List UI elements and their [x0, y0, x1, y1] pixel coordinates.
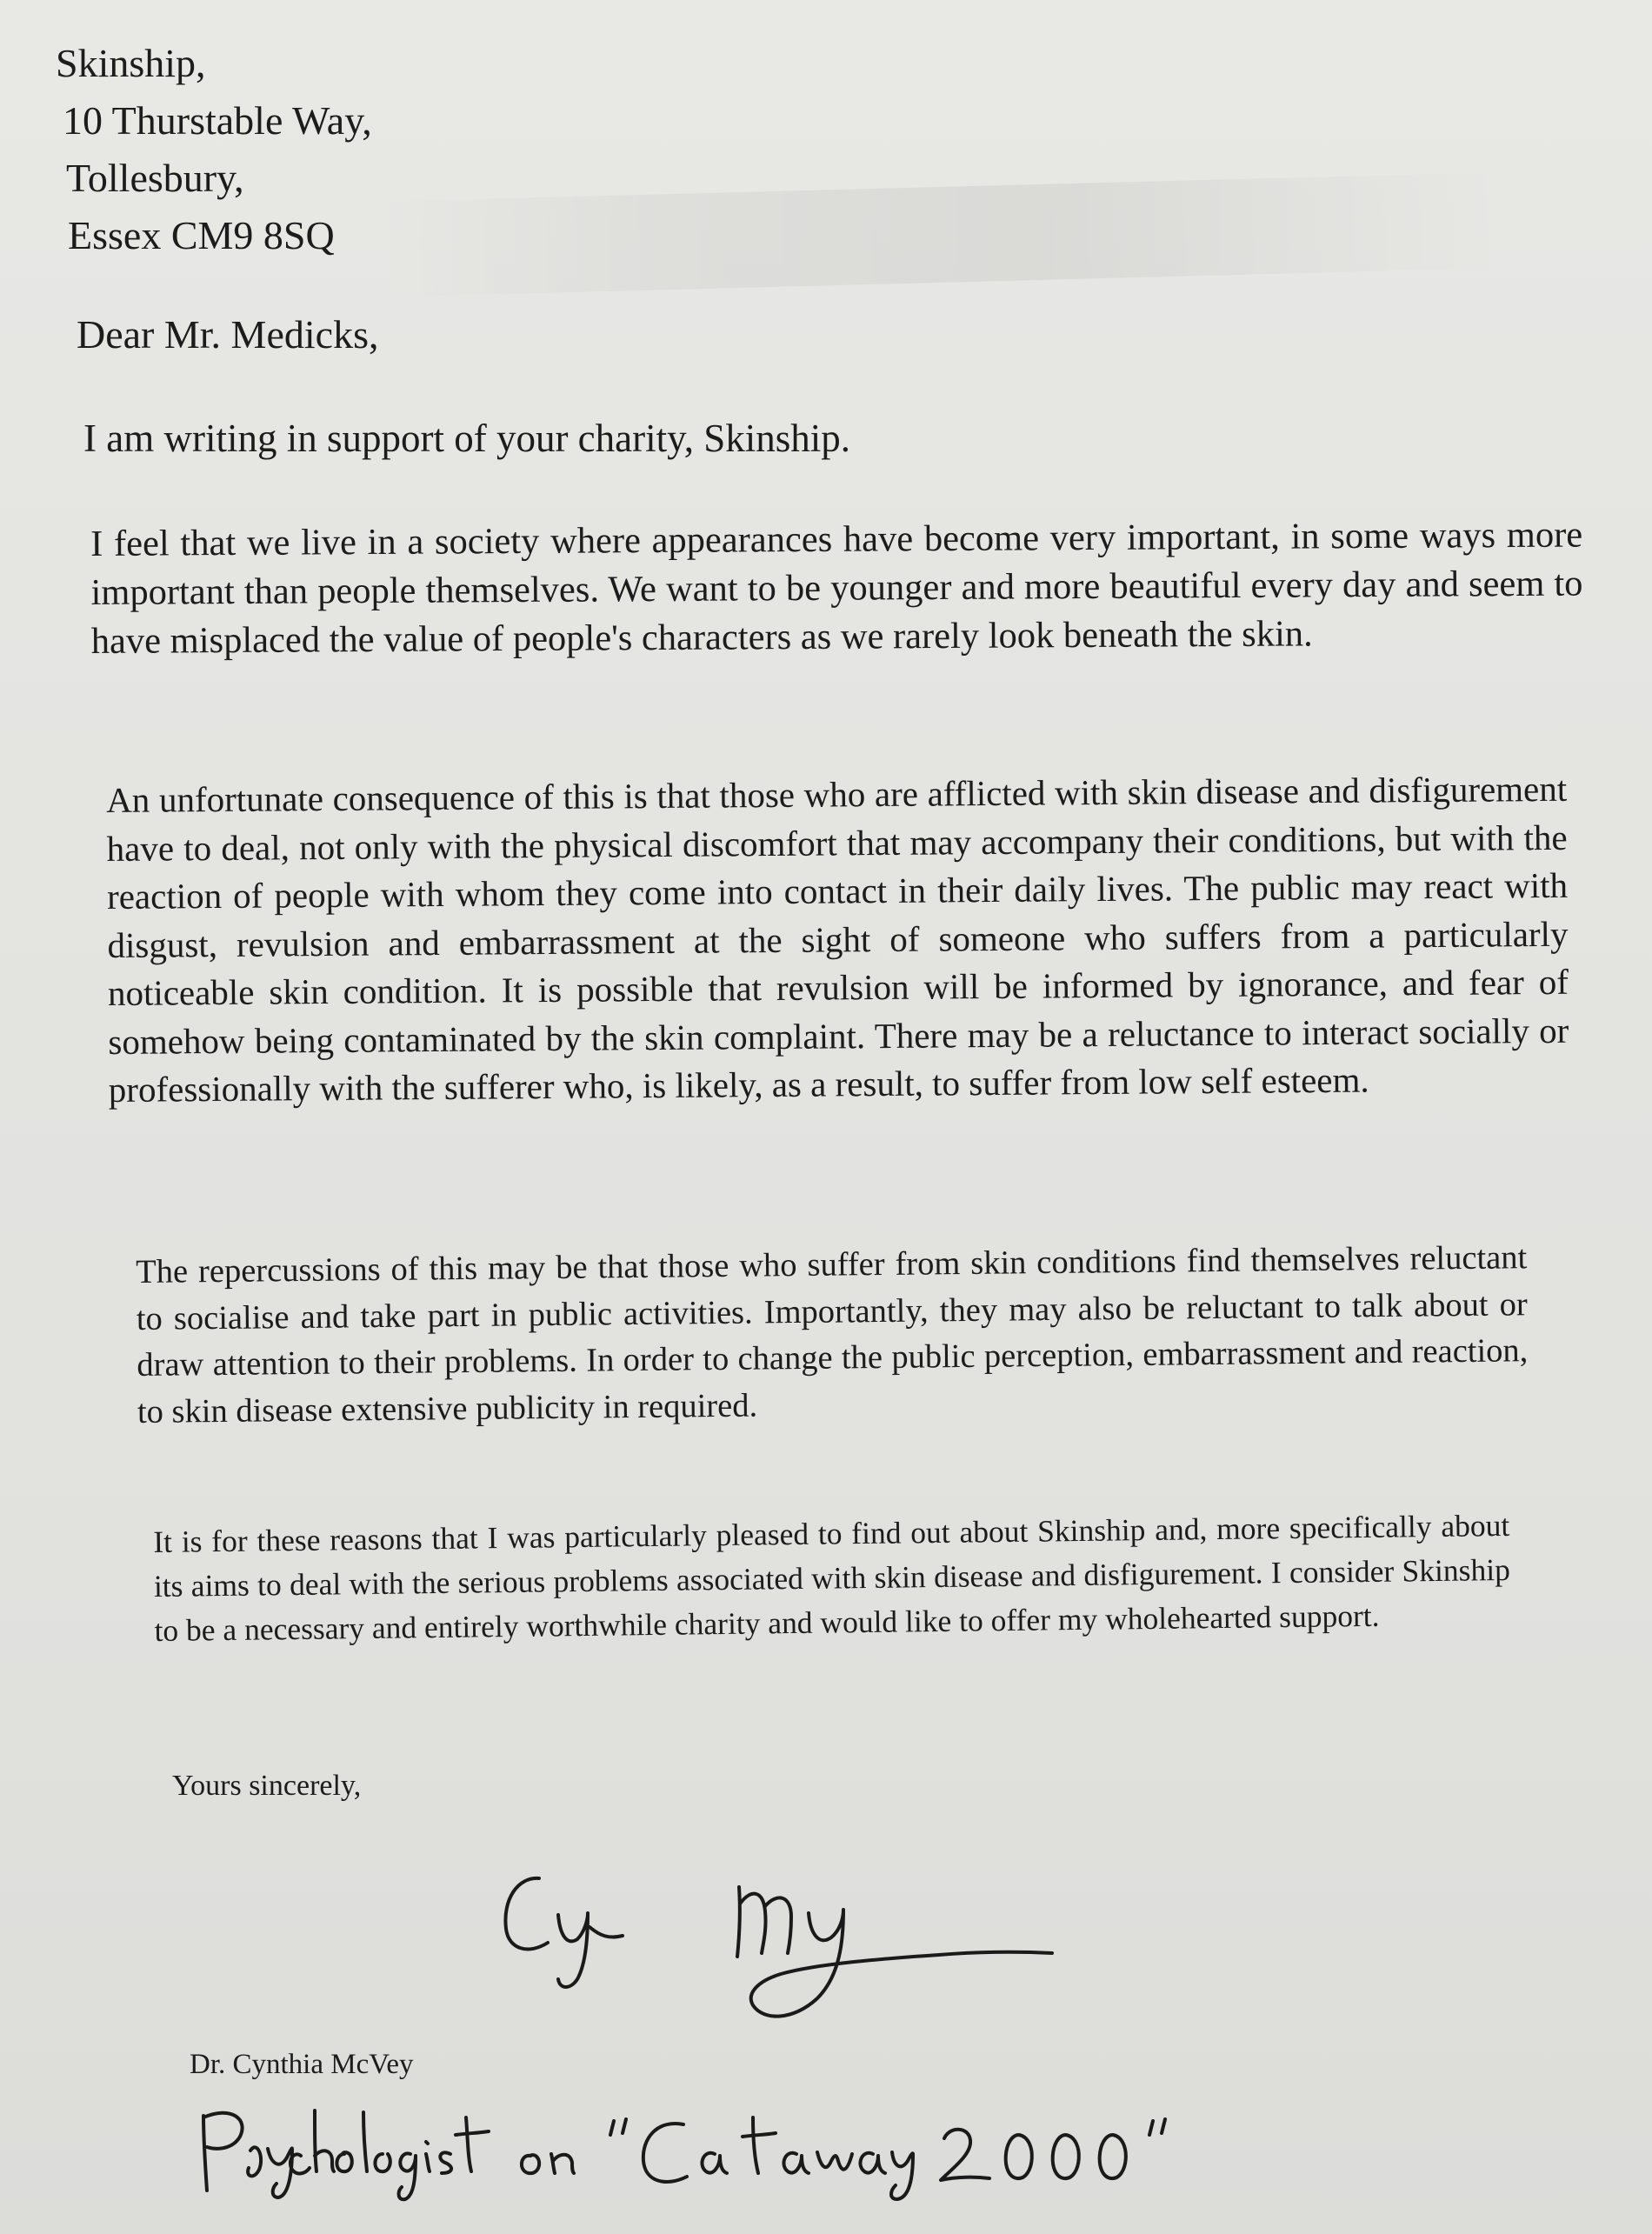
handwritten-title-annotation [197, 2100, 1188, 2204]
address-line-3: Tollesbury, [66, 156, 244, 200]
intro-sentence: I am writing in support of your charity, Skinship. [83, 417, 850, 460]
address-line-4: Essex CM9 8SQ [68, 213, 335, 257]
paragraph-3: The repercussions of this may be that those who suffer from skin conditions find themselves reluctant to socialise and take part in public activities. Importantly, they may also be reluctant to talk about or draw attention to their problems. In order to change the public perception, embarrassment and reaction, to skin disease extensive publicity in required. [136, 1239, 1529, 1430]
handwritten-signature [487, 1852, 1078, 2061]
paragraph-2: An unfortunate consequence of this is that those who are afflicted with skin disease and disfigurement have to deal, not only with the physical discomfort that may accompany their conditions, but with the reaction of people with whom they come into contact in their daily lives. The public may react with disgust, revulsion and embarrassment at the sight of someone who suffers from a particularly noticeable skin condition. It is possible that revulsion will be informed by ignorance, and fear of somehow being contaminated by the skin complaint. There may be a reluctance to interact socially or professionally with the sufferer who, is likely, as a result, to suffer from low self esteem. [106, 768, 1569, 1110]
address-line-1: Skinship, [56, 41, 206, 85]
closing: Yours sincerely, [172, 1770, 362, 1802]
paragraph-4: It is for these reasons that I was particularly pleased to find out about Skinship and, more specifically about its aims to deal with the serious problems associated with skin disease and disfigurement. I consider Skinship to be a necessary and entirely worthwhile charity and would like to offer my wholehearted support. [153, 1507, 1511, 1648]
recipient-address [56, 35, 372, 264]
address-line-2: 10 Thurstable Way, [63, 98, 372, 143]
signer-name: Dr. Cynthia McVey [190, 2049, 414, 2080]
paper-shadow [373, 172, 1505, 297]
paragraph-1: I feel that we live in a society where appearances have become very important, in some ways more important than people themselves. We want to be younger and more beautiful every day and seem to have misplaced the value of people's characters as we rarely look beneath the skin. [90, 514, 1583, 662]
salutation: Dear Mr. Medicks, [77, 312, 379, 357]
